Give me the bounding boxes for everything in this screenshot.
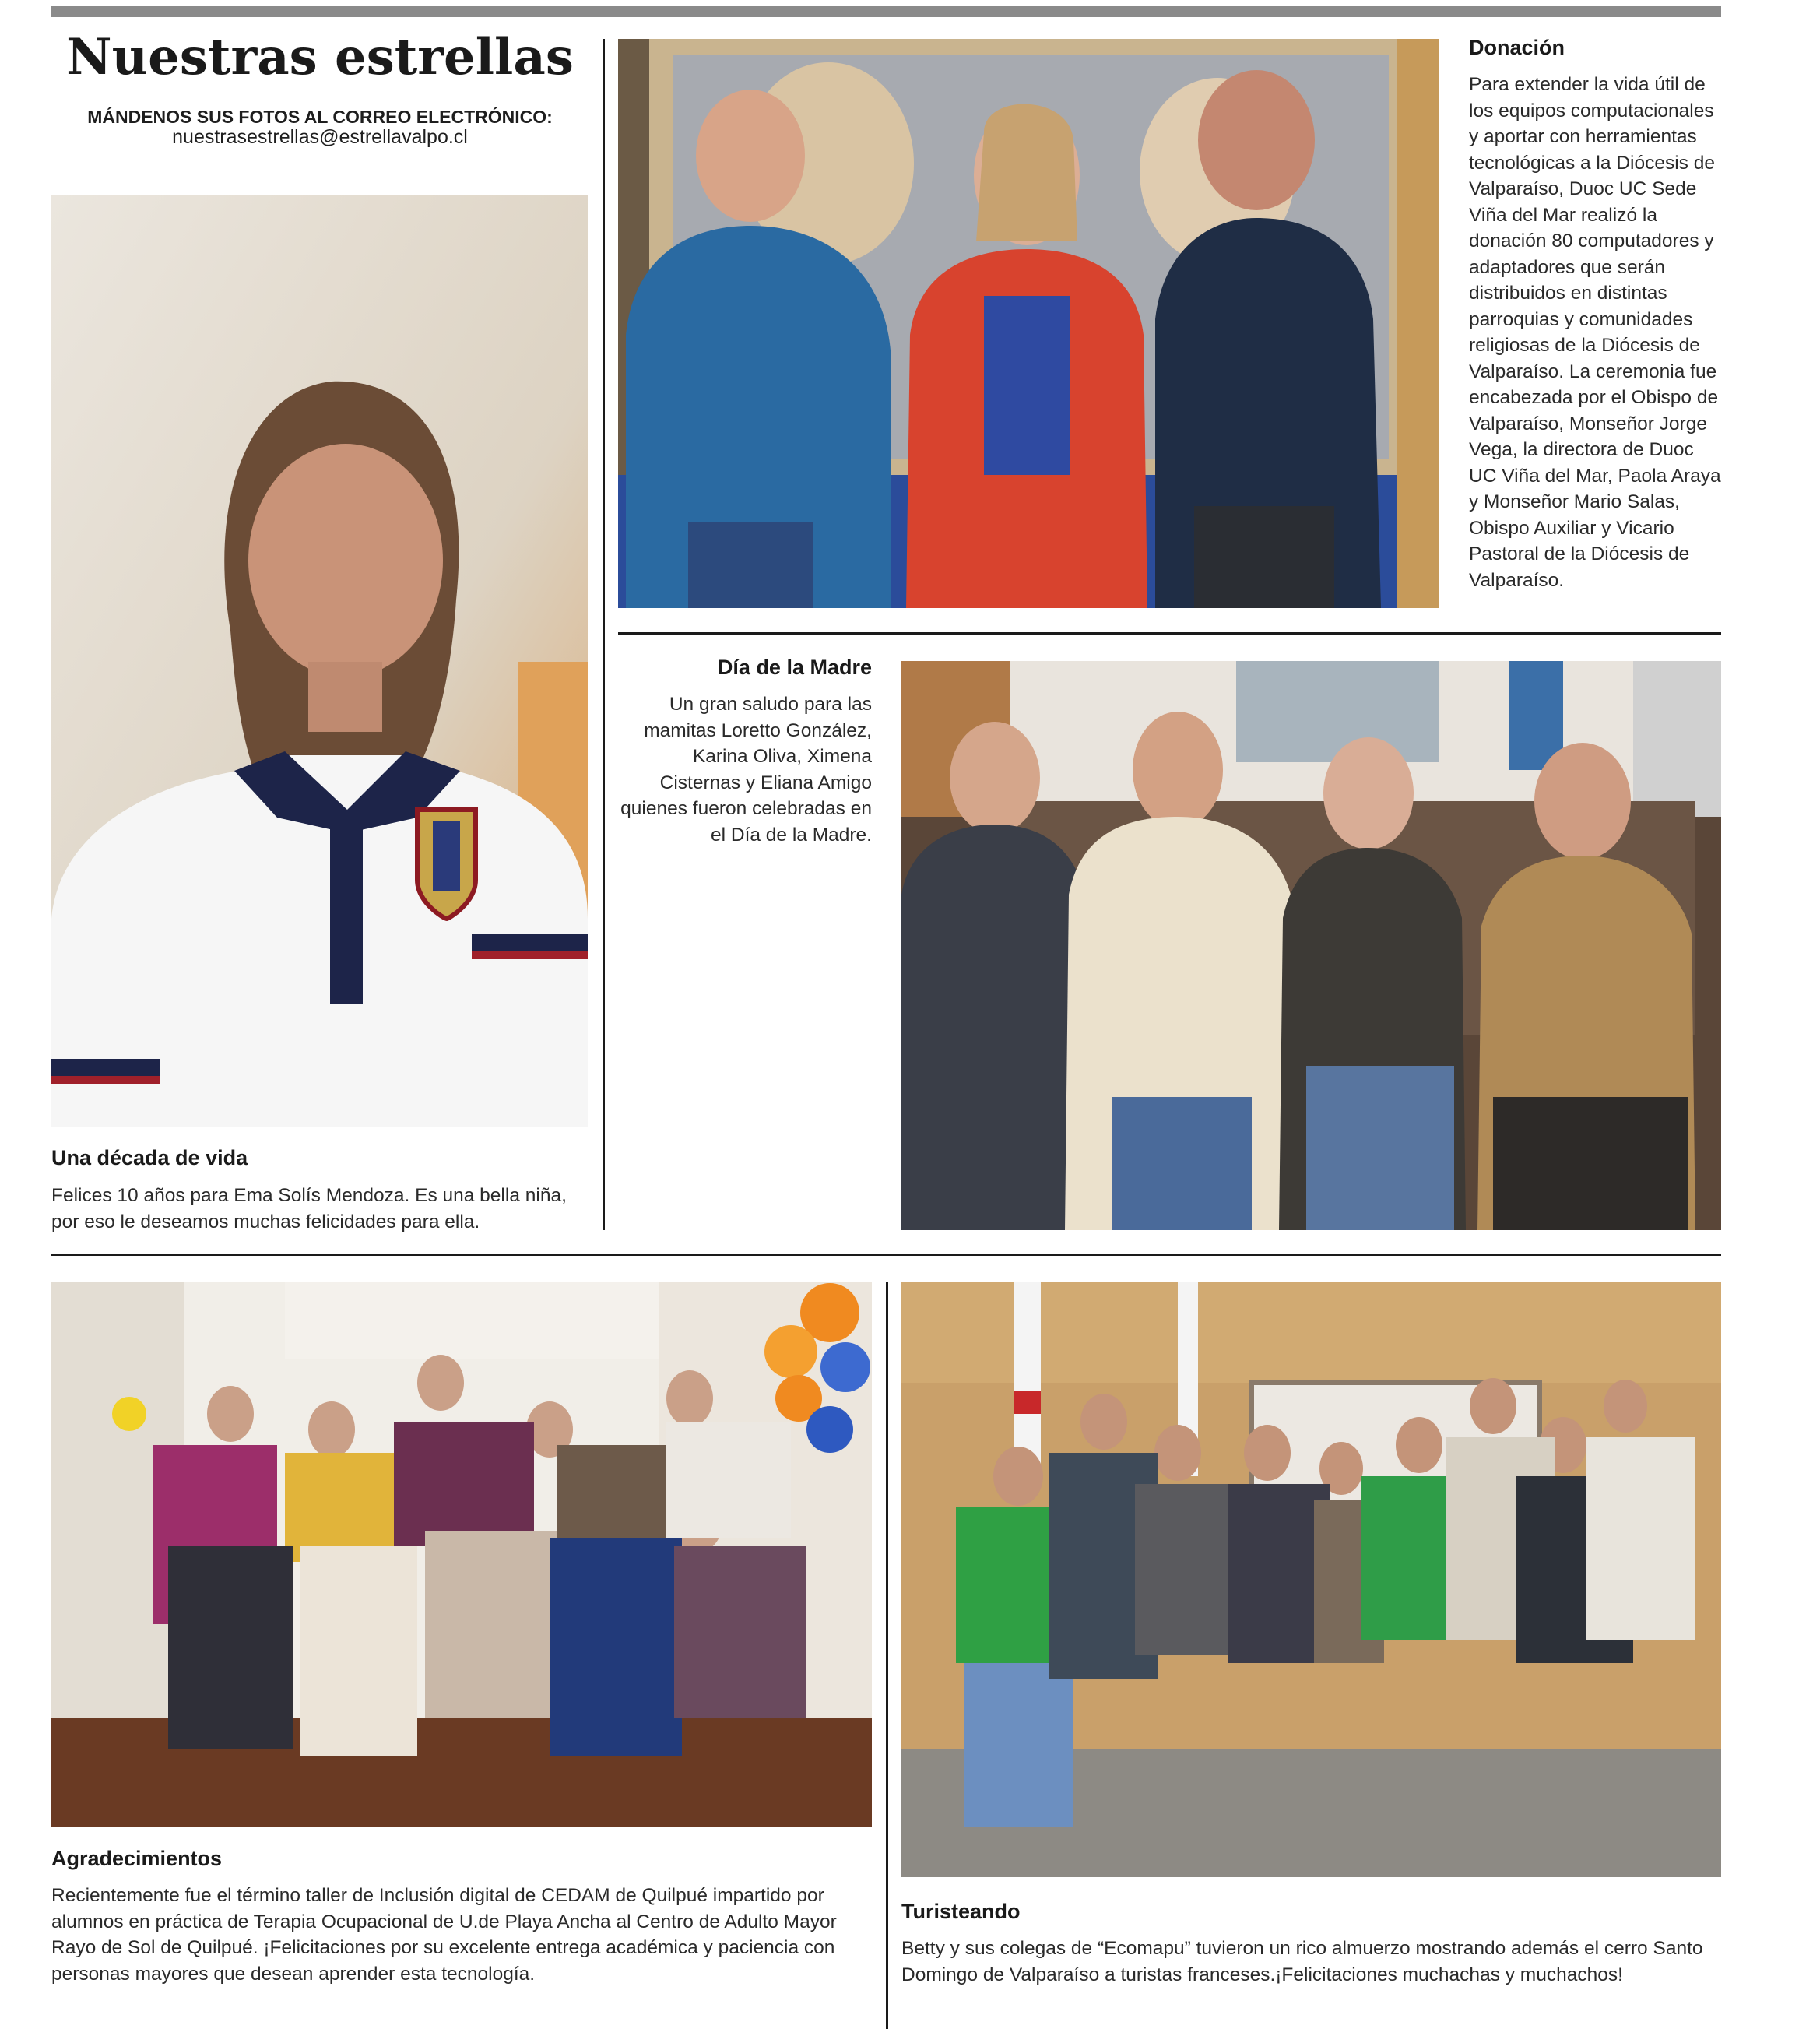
column-divider-left [603,39,605,1230]
body-agradecimientos: Recientemente fue el término taller de Inclusión digital de CEDAM de Quilpué impartido por alumnos en práctica de Terapia Ocupacional de U.de Playa Ancha al Centro de Adulto Mayor Rayo de Sol de Quilpué. ¡Felicitaciones por su excelente entrega académica y paciencia con personas mayores que desean aprender esta tecnología. [51,1885,837,1985]
headline-turisteando: Turisteando [901,1900,1021,1923]
photo-donation [618,39,1439,608]
submission-email: nuestrasestrellas@estrellavalpo.cl [172,126,468,148]
body-turisteando: Betty y sus colegas de “Ecomapu” tuvieron un rico almuerzo mostrando además el cerro Santo Domingo de Valparaíso a turistas franceses.¡Felicitaciones muchachas y muchachos! [901,1938,1703,1985]
rule-donacion [618,632,1721,635]
top-rule [51,6,1721,17]
body-decada: Felices 10 años para Ema Solís Mendoza. Es una bella niña, por eso le deseamos muchas felicidades para ella. [51,1185,567,1232]
photo-mothers-day [901,661,1721,1230]
body-donacion: Para extender la vida útil de los equipos computacionales y aportar con herramientas tecnológicas a la Diócesis de Valparaíso, Duoc UC Sede Viña del Mar realizó la donación 80 computadores y adaptadores que serán distribuidos en distintas parroquias y comunidades religiosas de la Diócesis de Valparaíso. La ceremonia fue encabezada por el Obispo de Valparaíso, Monseñor Jorge Vega, la directora de Duoc UC Viña del Mar, Paola Araya y Monseñor Mario Salas, Obispo Auxiliar y Vicario Pastoral de la Diócesis de Valparaíso. [1469,74,1721,591]
photo-donation-image [618,39,1439,608]
photo-girl-portrait-image [51,195,588,1127]
rule-middle [51,1254,1721,1256]
column-divider-bottom [886,1282,888,2029]
photo-mothers-day-image [901,661,1721,1230]
photo-tourism-group-image [901,1282,1721,1877]
photo-workshop-group [51,1282,872,1827]
photo-workshop-group-image [51,1282,872,1827]
headline-donacion: Donación [1469,36,1565,59]
submission-instructions: MÁNDENOS SUS FOTOS AL CORREO ELECTRÓNICO: [87,107,553,127]
body-madre: Un gran saludo para las mamitas Loretto González, Karina Oliva, Ximena Cisternas y Eliana Amigo quienes fueron celebradas en el Día de la Madre. [620,694,872,846]
masthead [51,28,589,147]
headline-decada: Una década de vida [51,1146,248,1169]
photo-tourism-group [901,1282,1721,1877]
headline-madre: Día de la Madre [717,656,872,679]
photo-girl-portrait [51,195,588,1127]
section-title: Nuestras estrellas [66,28,574,86]
headline-agradecimientos: Agradecimientos [51,1847,223,1870]
